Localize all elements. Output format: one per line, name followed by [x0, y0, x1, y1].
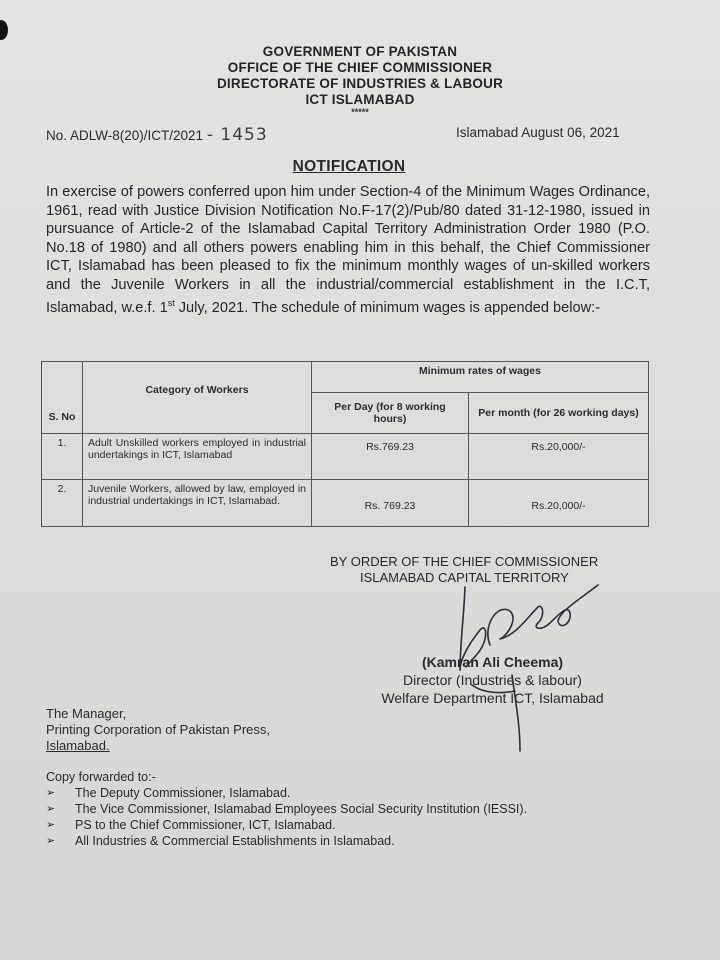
row-per-day: Rs.769.23 [312, 434, 469, 480]
row-sno: 1. [42, 434, 83, 480]
territory-line: ISLAMABAD CAPITAL TERRITORY [360, 570, 569, 585]
notification-title: NOTIFICATION [292, 158, 406, 175]
reference-number-block [46, 125, 268, 145]
row-category [83, 480, 312, 527]
arrow-bullet-icon: ➢ [46, 819, 56, 831]
letterhead-city: ICT ISLAMABAD [305, 92, 415, 107]
copy-heading: Copy forwarded to:- [46, 770, 156, 784]
row-per-month: Rs.20,000/- [469, 434, 649, 480]
table-row [42, 434, 649, 480]
body-superscript: st [167, 298, 175, 308]
row-per-month: Rs.20,000/- [469, 480, 649, 527]
row-sno: 2. [42, 480, 83, 527]
wages-table [41, 361, 649, 527]
signatory-designation: Director (Industries & labour) [403, 672, 582, 688]
header-minimum-rates: Minimum rates of wages [312, 362, 649, 393]
by-order-line: BY ORDER OF THE CHIEF COMMISSIONER [330, 554, 599, 569]
body-main: In exercise of powers conferred upon him under Section-4 of the Minimum Wages Ordinance, 1961, read with Justice Division Notification No.F-17(2)/Pub/80 dated 31-12-1980, issued in pursuance of Article-2 of the Islamabad Capital Territory Administration Order 1980 (P.O. No.18 of 1980) and all others powers enabling him in this behalf, the Chief Commissioner ICT, Islamabad has been pleased to fix the minimum monthly wages of un-skilled workers and the Juvenile Workers in all the industrial/commercial establishment in the I.C.T, Islamabad, w.e.f. 1 [46, 184, 650, 316]
arrow-bullet-icon: ➢ [46, 835, 56, 847]
header-category: Category of Workers [83, 362, 312, 434]
letterhead-office: OFFICE OF THE CHIEF COMMISSIONER [227, 60, 493, 75]
copy-forwarded-block [46, 769, 527, 849]
copy-recipient: The Vice Commissioner, Islamabad Employees Social Security Institution (IESSI). [75, 802, 528, 816]
header-per-day: Per Day (for 8 working hours) [312, 393, 469, 434]
row-category-text: Juvenile Workers, allowed by law, employed in industrial undertakings in ICT, Islamabad. [88, 483, 306, 507]
row-per-day: Rs. 769.23 [312, 480, 469, 527]
letterhead [0, 44, 720, 117]
row-category [83, 434, 312, 480]
handwritten-number: - 1453 [206, 125, 268, 145]
letterhead-stars: ***** [351, 107, 369, 117]
header-sno: S. No [42, 362, 83, 434]
signatory-name: (Kamran Ali Cheema) [421, 654, 564, 670]
notification-body [46, 183, 650, 317]
addressee-title: The Manager, [46, 706, 127, 721]
list-item [46, 833, 527, 849]
letterhead-government: GOVERNMENT OF PAKISTAN [262, 44, 458, 59]
copy-recipient: PS to the Chief Commissioner, ICT, Islamabad. [75, 818, 336, 832]
punch-hole [0, 20, 8, 40]
list-item [46, 801, 527, 817]
letterhead-directorate: DIRECTORATE OF INDUSTRIES & LABOUR [216, 76, 504, 91]
table-row [42, 480, 649, 527]
list-item [46, 817, 527, 833]
body-end: July, 2021. The schedule of minimum wages is appended below:- [174, 299, 601, 316]
signatory-department: Welfare Department ICT, Islamabad [381, 690, 604, 706]
copy-recipient: The Deputy Commissioner, Islamabad. [75, 786, 291, 800]
addressee-organization: Printing Corporation of Pakistan Press, [46, 722, 270, 737]
list-item [46, 785, 527, 801]
header-per-month: Per month (for 26 working days) [469, 393, 649, 434]
addressee-block [46, 706, 270, 754]
arrow-bullet-icon: ➢ [46, 803, 56, 815]
row-category-text: Adult Unskilled workers employed in industrial undertakings in ICT, Islamabad [88, 437, 306, 461]
reference-number: No. ADLW-8(20)/ICT/2021 [46, 128, 204, 143]
letter-date: Islamabad August 06, 2021 [456, 125, 620, 140]
arrow-bullet-icon: ➢ [46, 787, 56, 799]
copy-list [46, 785, 527, 849]
notification-paragraph [46, 183, 650, 317]
copy-recipient: All Industries & Commercial Establishments in Islamabad. [75, 834, 395, 848]
signatory-block [360, 653, 625, 707]
addressee-city: Islamabad. [46, 738, 110, 753]
